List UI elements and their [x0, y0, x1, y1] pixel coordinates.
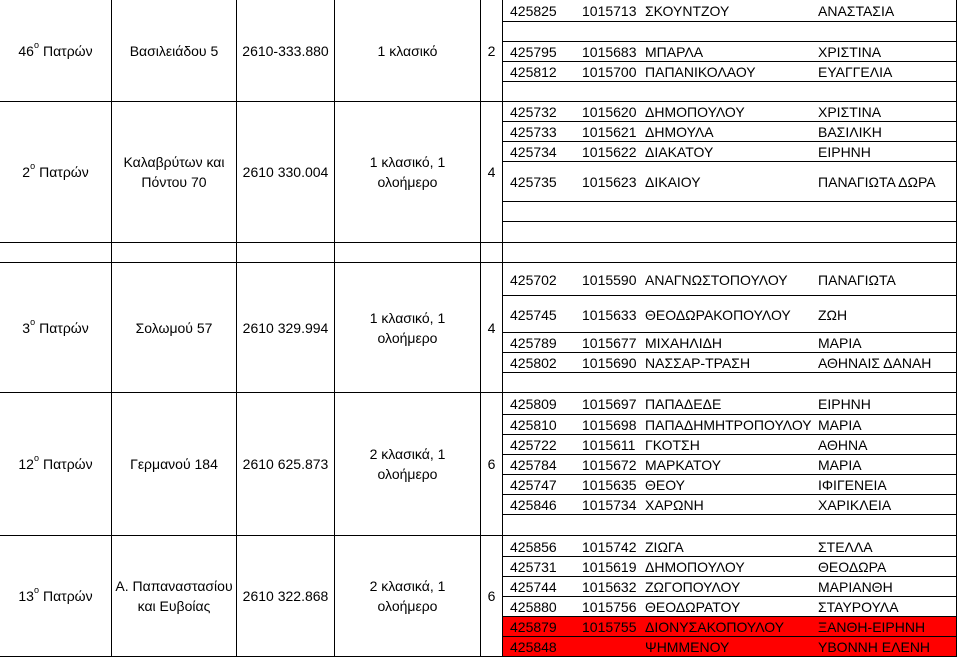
student-surname: ΣΚΟΥΝΤΖΟΥ	[645, 3, 730, 19]
student-surname: ΨΗΜΜΕΝΟΥ	[645, 639, 730, 655]
student-surname: ΔΙΟΝΥΣΑΚΟΠΟΥΛΟΥ	[645, 619, 785, 635]
classes-cell	[334, 262, 481, 393]
student-am: 1015677	[582, 335, 637, 351]
student-am: 1015590	[582, 272, 637, 288]
student-id: 425731	[510, 559, 557, 575]
student-am: 1015672	[582, 457, 637, 473]
student-surname: ΖΩΓΟΠΟΥΛΟΥ	[645, 579, 741, 595]
student-id: 425880	[510, 599, 557, 615]
table-row	[502, 121, 957, 142]
placement-count: 6	[487, 588, 496, 604]
student-am: 1015622	[582, 144, 637, 160]
student-name: ΣΤΑΥΡΟΥΛΑ	[818, 599, 899, 615]
school-ordinal-sup: ο	[33, 585, 39, 595]
student-name: ΑΘΗΝΑΙΣ ΔΑΝΑΗ	[818, 355, 932, 371]
school-phone: 2610 625.873	[242, 456, 329, 472]
student-am: 1015698	[582, 417, 637, 433]
phone-cell	[236, 392, 335, 536]
student-surname: ΜΠΑΡΛΑ	[645, 44, 704, 60]
table-row	[502, 372, 957, 393]
school-city: Πατρών	[42, 456, 93, 472]
student-surname: ΠΑΠΑΝΙΚΟΛΑΟΥ	[645, 64, 756, 80]
student-surname: ΧΑΡΩΝΗ	[645, 497, 704, 513]
student-id: 425733	[510, 124, 557, 140]
student-id: 425735	[510, 174, 557, 190]
school-number: 3	[22, 319, 31, 336]
count-cell	[480, 262, 503, 393]
student-surname: ΔΙΚΑΙΟΥ	[645, 174, 701, 190]
school-number: 12	[18, 456, 34, 472]
student-id: 425809	[510, 396, 557, 412]
address-cell	[111, 0, 237, 102]
school-address: Βασιλειάδου 5	[129, 42, 219, 59]
phone-cell	[236, 262, 335, 393]
school-ordinal-sup: ο	[30, 316, 36, 327]
placement-count: 2	[487, 42, 496, 59]
student-id: 425722	[510, 437, 557, 453]
student-name: ΘΕΟΔΩΡΑ	[818, 559, 887, 575]
table-row	[502, 494, 957, 515]
table-row	[502, 41, 957, 62]
student-surname: ΝΑΣΣΑΡ-ΤΡΑΣΗ	[645, 355, 751, 371]
student-name: ΕΙΡΗΝΗ	[818, 396, 871, 412]
student-name: ΙΦΙΓΕΝΕΙΑ	[818, 477, 887, 493]
blank-cell	[334, 242, 481, 263]
table-row	[502, 535, 957, 557]
student-name: ΖΩΗ	[818, 307, 848, 323]
student-id: 425825	[510, 3, 557, 19]
school-number: 2	[22, 164, 31, 180]
count-cell	[480, 392, 503, 536]
count-cell	[480, 535, 503, 657]
school-phone: 2610-333.880	[242, 42, 329, 59]
blank-cell	[0, 242, 112, 263]
student-surname: ΓΚΟΤΣΗ	[645, 437, 700, 453]
student-am: 1015713	[582, 3, 637, 19]
school-classes: 2 κλασικά, 1 ολοήμερο	[369, 446, 446, 482]
school-name-cell	[0, 392, 112, 536]
table-row	[502, 616, 957, 637]
student-surname: ΜΑΡΚΑΤΟΥ	[645, 457, 722, 473]
student-surname: ΔΙΑΚΑΤΟΥ	[645, 144, 714, 160]
student-id: 425702	[510, 272, 557, 288]
phone-cell	[236, 535, 335, 657]
phone-cell	[236, 101, 335, 243]
placement-count: 4	[487, 164, 496, 180]
school-classes: 1 κλασικό	[377, 42, 438, 59]
student-surname: ΖΙΩΓΑ	[645, 539, 684, 555]
table-row	[502, 514, 957, 536]
school-phone: 2610 329.994	[242, 319, 329, 336]
student-surname: ΘΕΟΔΩΡΑΤΟΥ	[645, 599, 741, 615]
school-phone: 2610 322.868	[242, 588, 329, 604]
school-city: Πατρών	[42, 42, 93, 59]
table-row	[502, 21, 957, 42]
student-surname: ΠΑΠΑΔΕΔΕ	[645, 396, 722, 412]
table-row	[502, 81, 957, 102]
student-name: ΣΤΕΛΛΑ	[818, 539, 873, 555]
school-classes: 2 κλασικά, 1 ολοήμερο	[369, 578, 446, 614]
student-am: 1015683	[582, 44, 637, 60]
school-address: Καλαβρύτων και Πόντου 70	[123, 154, 225, 190]
table-row	[502, 392, 957, 415]
school-address: Α. Παπαναστασίου και Ευβοίας	[115, 578, 233, 614]
student-name: ΜΑΡΙΑΝΘΗ	[818, 579, 893, 595]
table-row	[502, 201, 957, 222]
student-name: ΠΑΝΑΓΙΩΤΑ	[818, 272, 896, 288]
student-name: ΧΡΙΣΤΙΝΑ	[818, 44, 882, 60]
student-am: 1015755	[582, 619, 637, 635]
table-row	[502, 556, 957, 577]
table-row	[502, 636, 957, 657]
school-ordinal-sup: ο	[33, 453, 39, 463]
blank-cell	[236, 242, 335, 263]
phone-cell	[236, 0, 335, 102]
student-id: 425784	[510, 457, 557, 473]
classes-cell	[334, 0, 481, 102]
table-row	[502, 576, 957, 597]
student-id: 425810	[510, 417, 557, 433]
student-id: 425745	[510, 307, 557, 323]
placement-count: 4	[487, 319, 496, 336]
blank-cell	[502, 242, 957, 263]
classes-cell	[334, 392, 481, 536]
school-name-cell	[0, 101, 112, 243]
school-name-cell	[0, 0, 112, 102]
table-row	[502, 221, 957, 243]
student-surname: ΠΑΠΑΔΗΜΗΤΡΟΠΟΥΛΟΥ	[645, 417, 812, 433]
student-surname: ΔΗΜΟΠΟΥΛΟΥ	[645, 104, 745, 120]
student-name: ΑΝΑΣΤΑΣΙΑ	[818, 3, 895, 19]
blank-cell	[480, 242, 503, 263]
student-am: 1015623	[582, 174, 637, 190]
student-name: ΞΑΝΘΗ-ΕΙΡΗΝΗ	[818, 619, 926, 635]
school-number: 13	[18, 588, 34, 604]
student-id: 425848	[510, 639, 557, 655]
table-row	[502, 0, 957, 22]
table-row	[502, 101, 957, 122]
student-id: 425795	[510, 44, 557, 60]
student-am: 1015635	[582, 477, 637, 493]
student-am: 1015621	[582, 124, 637, 140]
school-classes: 1 κλασικό, 1 ολοήμερο	[369, 154, 446, 190]
student-am: 1015756	[582, 599, 637, 615]
student-name: ΧΑΡΙΚΛΕΙΑ	[818, 497, 892, 513]
table-row	[502, 414, 957, 435]
student-am: 1015690	[582, 355, 637, 371]
student-surname: ΔΗΜΟΠΟΥΛΟΥ	[645, 559, 745, 575]
student-name: ΧΡΙΣΤΙΝΑ	[818, 104, 882, 120]
classes-cell	[334, 535, 481, 657]
student-surname: ΘΕΟΥ	[645, 477, 686, 493]
school-number: 46	[18, 42, 34, 59]
student-id: 425856	[510, 539, 557, 555]
student-am: 1015632	[582, 579, 637, 595]
table-row	[502, 596, 957, 617]
student-name: ΜΑΡΙΑ	[818, 417, 862, 433]
placement-count: 6	[487, 456, 496, 472]
school-name-cell	[0, 535, 112, 657]
student-am: 1015697	[582, 396, 637, 412]
student-name: ΒΑΣΙΛΙΚΗ	[818, 124, 882, 140]
table-row	[502, 454, 957, 475]
student-id: 425732	[510, 104, 557, 120]
student-id: 425789	[510, 335, 557, 351]
student-name: ΜΑΡΙΑ	[818, 335, 862, 351]
student-am: 1015620	[582, 104, 637, 120]
school-phone: 2610 330.004	[242, 164, 329, 180]
student-id: 425744	[510, 579, 557, 595]
count-cell	[480, 101, 503, 243]
student-am: 1015742	[582, 539, 637, 555]
student-surname: ΔΗΜΟΥΛΑ	[645, 124, 714, 140]
address-cell	[111, 262, 237, 393]
student-id: 425812	[510, 64, 557, 80]
school-city: Πατρών	[39, 164, 89, 180]
table-row	[502, 352, 957, 373]
student-name: ΑΘΗΝΑ	[818, 437, 868, 453]
student-surname: ΜΙΧΑΗΛΙΔΗ	[645, 335, 723, 351]
student-id: 425802	[510, 355, 557, 371]
student-am: 1015611	[582, 437, 636, 453]
school-city: Πατρών	[39, 319, 89, 336]
student-name: ΜΑΡΙΑ	[818, 457, 862, 473]
student-am: 1015619	[582, 559, 637, 575]
classes-cell	[334, 101, 481, 243]
student-surname: ΘΕΟΔΩΡΑΚΟΠΟΥΛΟΥ	[645, 307, 791, 323]
student-am: 1015633	[582, 307, 637, 323]
table-row	[502, 295, 957, 333]
student-name: ΕΙΡΗΝΗ	[818, 144, 871, 160]
student-am: 1015700	[582, 64, 637, 80]
table-row	[502, 332, 957, 353]
school-classes: 1 κλασικό, 1 ολοήμερο	[369, 309, 446, 346]
address-cell	[111, 101, 237, 243]
table-row	[502, 61, 957, 82]
student-id: 425879	[510, 619, 557, 635]
table-row	[502, 161, 957, 202]
student-id: 425846	[510, 497, 557, 513]
student-id: 425734	[510, 144, 557, 160]
table-row	[502, 474, 957, 495]
table-row	[502, 262, 957, 296]
table-row	[502, 434, 957, 455]
school-ordinal-sup: ο	[33, 39, 39, 50]
school-address: Σολωμού 57	[135, 319, 213, 336]
count-cell	[480, 0, 503, 102]
address-cell	[111, 392, 237, 536]
school-ordinal-sup: ο	[30, 161, 36, 171]
school-address: Γερμανού 184	[130, 456, 218, 472]
student-name: ΠΑΝΑΓΙΩΤΑ ΔΩΡΑ	[818, 174, 936, 190]
school-name-cell	[0, 262, 112, 393]
school-city: Πατρών	[42, 588, 93, 604]
student-name: ΥΒΟΝΝΗ ΕΛΕΝΗ	[818, 639, 931, 655]
address-cell	[111, 535, 237, 657]
student-am: 1015734	[582, 497, 637, 513]
blank-cell	[111, 242, 237, 263]
table-row	[502, 141, 957, 162]
student-surname: ΑΝΑΓΝΩΣΤΟΠΟΥΛΟΥ	[645, 272, 788, 288]
student-name: ΕΥΑΓΓΕΛΙΑ	[818, 64, 893, 80]
student-id: 425747	[510, 477, 557, 493]
